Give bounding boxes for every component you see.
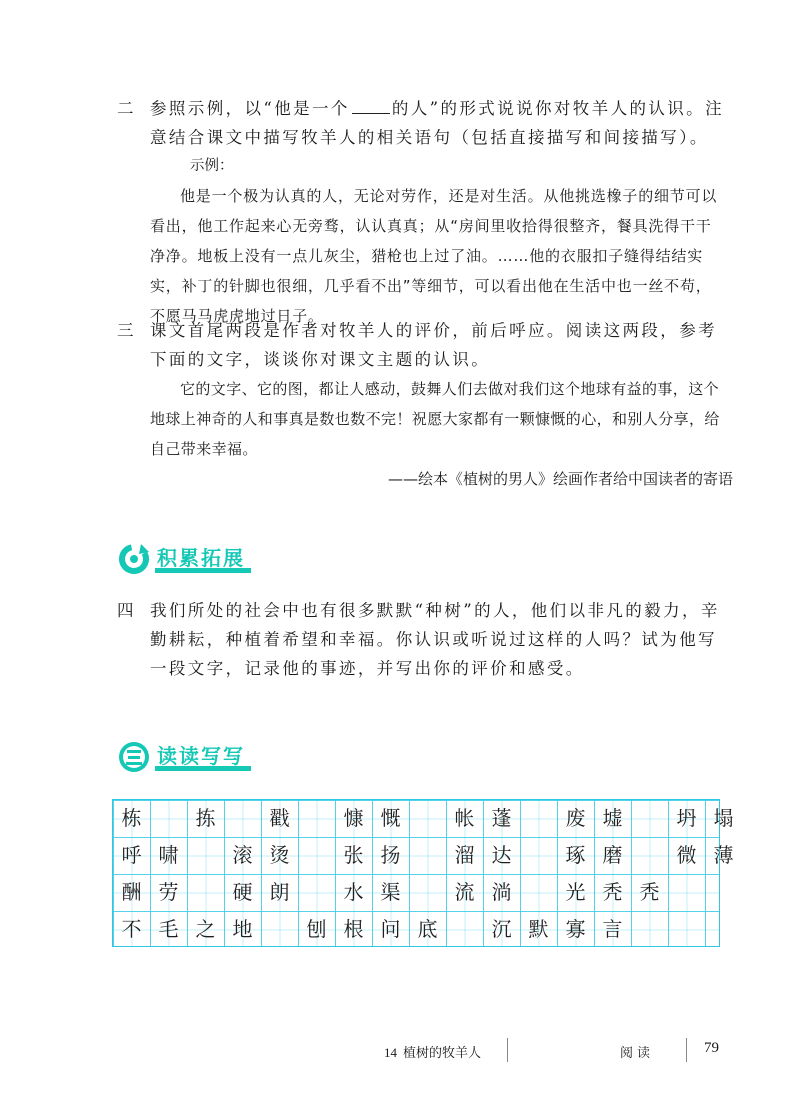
page-footer: [0, 1038, 800, 1064]
vocab-char: 呼: [121, 843, 142, 867]
vocab-char: 琢: [565, 843, 586, 867]
example-label: 示例：: [190, 158, 234, 174]
question-2-number: 二: [117, 99, 135, 118]
vocab-char: 淌: [491, 880, 512, 904]
footer-section: 阅读: [620, 1046, 655, 1061]
vocab-char: 薄: [713, 843, 734, 867]
vocab-char: 不: [121, 917, 142, 941]
vocab-char: 底: [417, 917, 438, 941]
vocab-char: 硬: [232, 880, 253, 904]
question-2: [117, 94, 727, 331]
quote-source: ——绘本《植树的男人》绘画作者给中国读者的寄语: [387, 470, 733, 488]
vocab-char: 啸: [158, 843, 179, 867]
vocab-row: [113, 911, 719, 948]
three-lines-icon: [117, 740, 151, 774]
question-4: [117, 596, 727, 683]
vocab-char: 流: [454, 880, 475, 904]
vocab-row: [113, 800, 734, 837]
question-3-text: 课文首尾两段是作者对牧羊人的评价，前后呼应。阅读这两段，参考下面的文字，谈谈你对课文主题的认识。: [150, 321, 717, 369]
vocab-char: 刨: [306, 917, 327, 941]
vocab-char: 朗: [269, 880, 290, 904]
quote-body: 它的文字、它的图，都让人感动，鼓舞人们去做对我们这个地球有益的事，这个地球上神奇的人和事真是数也数不完！祝愿大家都有一颗慷慨的心，和别人分享，给自己带来幸福。: [150, 380, 720, 458]
question-4-text: 我们所处的社会中也有很多默默“种树”的人，他们以非凡的毅力，辛勤耕耘，种植着希望和幸福。你认识或听说过这样的人吗？试为他写一段文字，记录他的事迹，并写出你的评价和感受。: [150, 601, 720, 678]
vocab-row: [113, 874, 719, 911]
vocab-char: 慨: [380, 806, 401, 830]
vocab-char: 寡: [565, 917, 586, 941]
question-3-number: 三: [117, 321, 135, 340]
question-2-text-b: 的人”的形式说说你对牧羊人的认识。注意结合课文中描写牧羊人的相关语句（包括直接描写和间接描写）。: [150, 99, 724, 147]
section-accumulation-header: [117, 540, 317, 580]
vocab-char: 蓬: [491, 806, 512, 830]
vocab-char: 沉: [491, 917, 512, 941]
vocab-char: 达: [491, 843, 512, 867]
vocab-char: 坍: [676, 806, 697, 830]
vocab-char: 墟: [602, 806, 623, 830]
question-3: [117, 316, 733, 494]
question-2-text: [150, 94, 727, 152]
vocab-char: 帐: [454, 806, 475, 830]
vocab-char: 拣: [195, 806, 216, 830]
vocab-char: 水: [343, 880, 364, 904]
vocab-char: 言: [602, 917, 623, 941]
vocab-char: 毛: [158, 917, 179, 941]
section-title: 读读写写: [157, 744, 245, 768]
fill-blank: [352, 99, 390, 114]
footer-lesson-number: 14: [384, 1045, 397, 1060]
vocab-char: 溜: [454, 843, 475, 867]
vocabulary-grid: [112, 799, 734, 947]
vocab-char: 微: [676, 843, 697, 867]
vocab-char: 秃: [602, 880, 623, 904]
vocab-char: 渠: [380, 880, 401, 904]
footer-lesson-title: 植树的牧羊人: [403, 1046, 482, 1061]
page-number: 79: [704, 1040, 719, 1056]
vocab-char: 问: [380, 917, 401, 941]
vocab-char: 滚: [232, 843, 253, 867]
question-2-text-a: 参照示例，以“他是一个: [150, 99, 350, 118]
vocab-char: 戳: [269, 806, 290, 830]
vocab-char: 之: [195, 917, 216, 941]
refresh-arrow-icon: [117, 542, 151, 576]
vocab-char: 塌: [713, 806, 734, 830]
vocab-char: 默: [528, 917, 549, 941]
section-readwrite-header: [117, 738, 317, 778]
question-4-number: 四: [117, 601, 135, 620]
vocab-row: [113, 837, 734, 874]
section-title: 积累拓展: [157, 546, 245, 570]
vocab-char: 慷: [343, 806, 364, 830]
vocab-char: 根: [343, 917, 364, 941]
vocab-char: 张: [343, 843, 364, 867]
footer-divider: [507, 1038, 508, 1062]
footer-divider: [686, 1038, 687, 1062]
vocab-char: 烫: [269, 843, 290, 867]
footer-lesson: [384, 1042, 481, 1061]
vocab-char: 光: [565, 880, 586, 904]
vocab-char: 栋: [121, 806, 142, 830]
vocab-char: 扬: [380, 843, 401, 867]
example-body: 他是一个极为认真的人，无论对劳作，还是对生活。从他挑选橡子的细节可以看出，他工作起来心无旁骛，认认真真；从“房间里收拾得很整齐，餐具洗得干干净净。地板上没有一点儿灰尘，猎枪也上过了油。……他的衣服扣子缝得结结实实，补丁的针脚也很细，几乎看不出”等细节，可以看出他在生活中也一丝不苟，不愿马马虎虎地过日子。: [150, 187, 718, 325]
vocab-char: 劳: [158, 880, 179, 904]
vocab-char: 酬: [121, 880, 142, 904]
vocab-char: 地: [232, 917, 253, 941]
vocab-char: 秃: [639, 880, 660, 904]
vocab-char: 磨: [602, 843, 623, 867]
vocab-char: 废: [565, 806, 586, 830]
